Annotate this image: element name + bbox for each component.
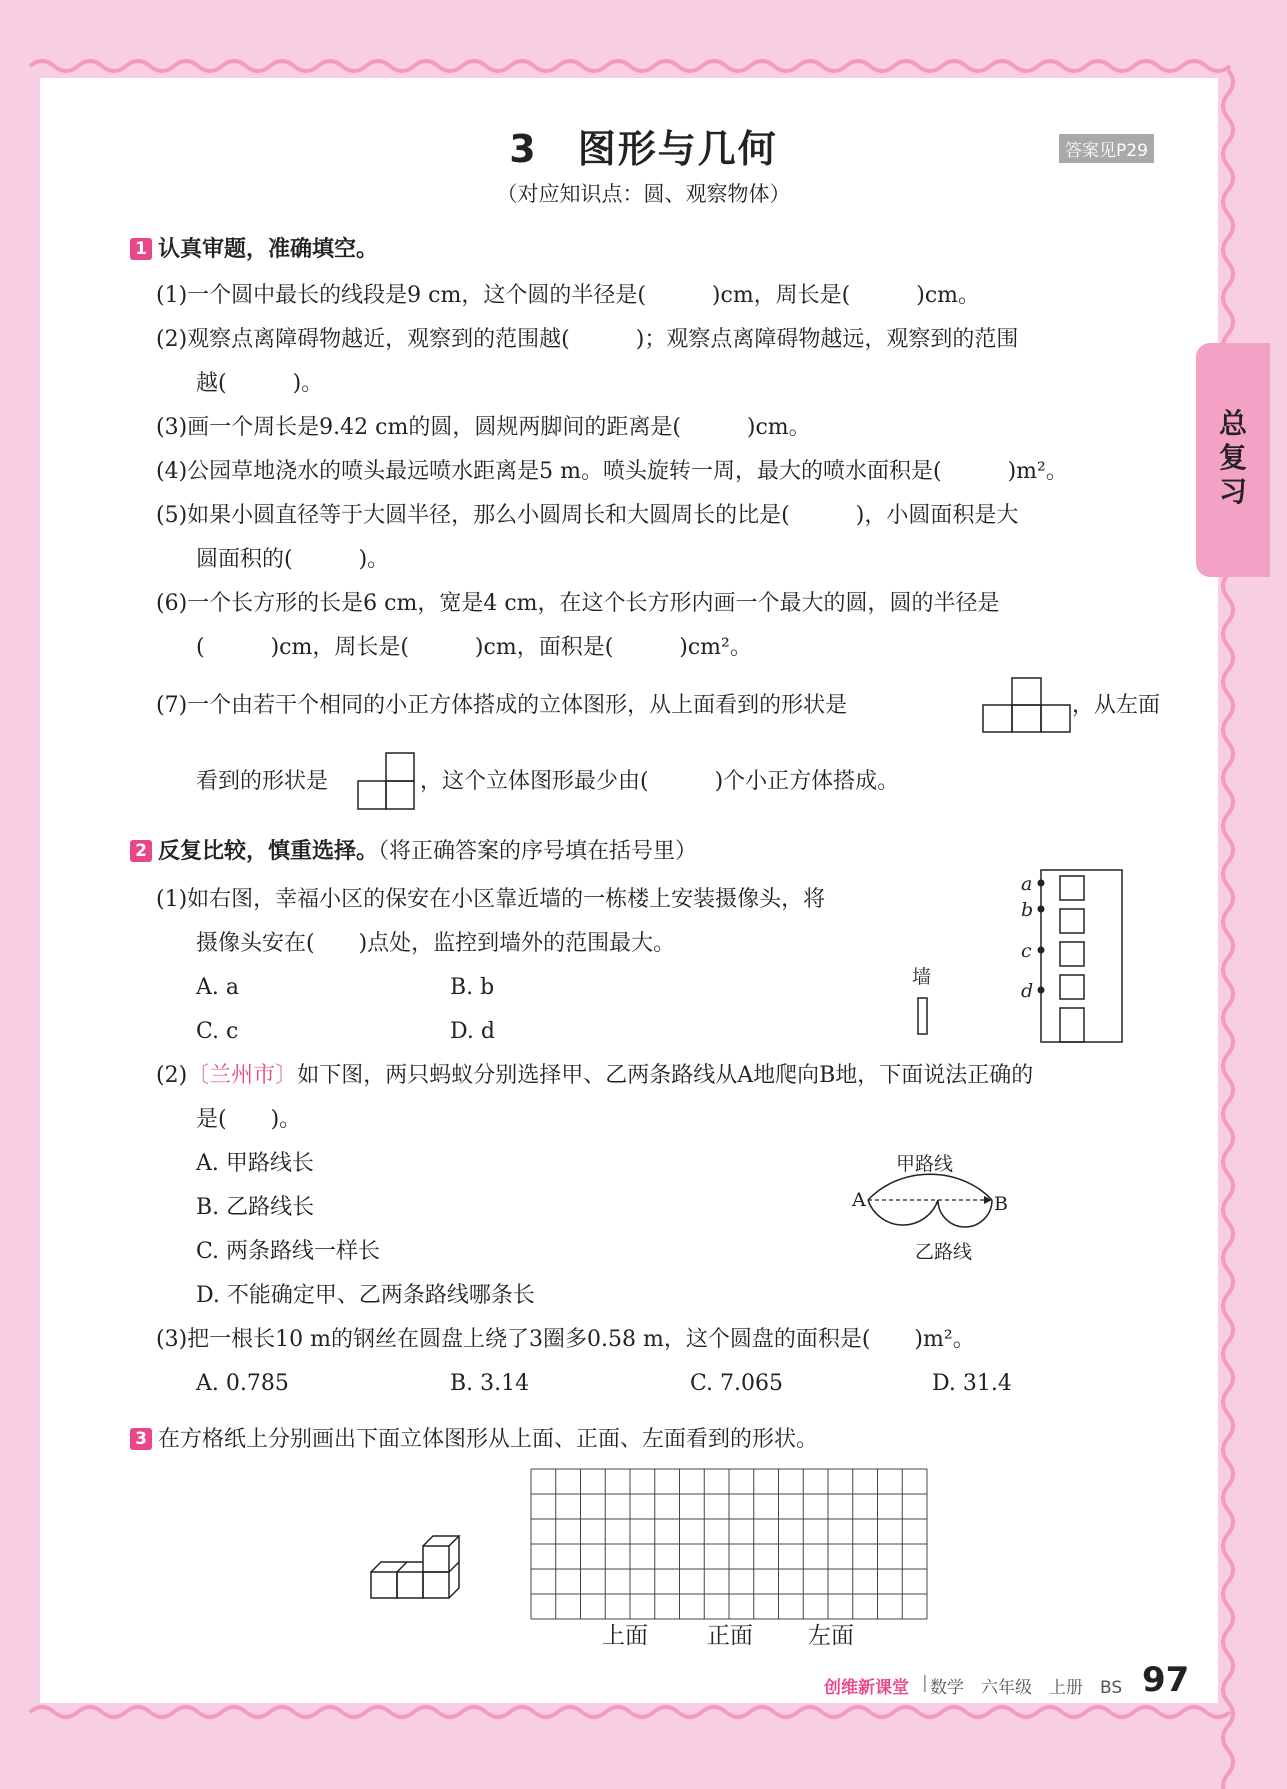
top-view-figure (982, 678, 1072, 734)
s2-q2-option-b: B. 乙路线长 (196, 1195, 315, 1220)
footer-brand: 创维新课堂 (824, 1678, 909, 1698)
s2-q2-line1 (156, 1062, 1033, 1090)
s2-q1-line2: 摄像头安在( )点处，监控到墙外的范围最大。 (196, 931, 676, 956)
footer-info: 数学 六年级 上册 BS (930, 1678, 1123, 1698)
s2-q3-option-d: D. 31.4 (932, 1371, 1012, 1396)
section-2-title: 反复比较，慎重选择。 (158, 839, 379, 864)
s2-q2-prefix: (2) (156, 1063, 188, 1088)
grid-label-top: 上面 (602, 1623, 648, 1649)
s1-q5-line2: 圆面积的( )。 (196, 547, 390, 572)
s1-q7-line2-end: ，这个立体图形最少由( )个小正方体搭成。 (420, 769, 900, 794)
section-2-note: （将正确答案的序号填在括号里） (378, 839, 698, 864)
s2-q2-option-a: A. 甲路线长 (196, 1151, 314, 1176)
section-2-number: 2 (130, 840, 152, 862)
s2-q3: (3)把一根长10 m的钢丝在圆盘上绕了3圈多0.58 m，这个圆盘的面积是( )m²。 (156, 1327, 975, 1352)
section-1-title: 认真审题，准确填空。 (158, 237, 379, 262)
page-subtitle: （对应知识点：圆、观察物体） (496, 182, 791, 206)
point-c-label: c (1021, 940, 1032, 962)
side-tab-label: 总复习 (1218, 407, 1247, 508)
cube-solid-figure (368, 1528, 478, 1604)
s2-q1-option-b: B. b (450, 975, 495, 1000)
section-3-heading (130, 1426, 818, 1454)
point-a-label: a (1021, 873, 1033, 895)
s1-q1: (1)一个圆中最长的线段是9 cm，这个圆的半径是( )cm，周长是( )cm。 (156, 283, 981, 308)
s1-q6-line1: (6)一个长方形的长是6 cm，宽是4 cm，在这个长方形内画一个最大的圆，圆的半径是 (156, 591, 1000, 616)
route-yi-label: 乙路线 (915, 1241, 973, 1263)
section-2-heading (130, 838, 697, 866)
point-B-label: B (994, 1193, 1008, 1215)
page-number: 97 (1142, 1660, 1190, 1700)
s2-q2-line2: 是( )。 (196, 1107, 302, 1132)
s2-q3-option-a: A. 0.785 (196, 1371, 289, 1396)
section-3-number: 3 (130, 1428, 152, 1450)
s2-q2-text: 如下图，两只蚂蚁分别选择甲、乙两条路线从A地爬向B地，下面说法正确的 (297, 1063, 1034, 1088)
s1-q7-line1: (7)一个由若干个相同的小正方体搭成的立体图形，从上面看到的形状是 (156, 693, 848, 718)
page-title: 3 图形与几何 (509, 127, 778, 171)
s1-q7-line1-end: ，从左面 (1072, 693, 1161, 718)
s1-q6-line2: ( )cm，周长是( )cm，面积是( )cm²。 (196, 635, 752, 660)
section-1-heading (130, 236, 378, 264)
s1-q2-line2: 越( )。 (196, 371, 324, 396)
answer-reference-badge: 答案见P29 (1059, 134, 1154, 163)
s2-q3-option-b: B. 3.14 (450, 1371, 530, 1396)
wall-label: 墙 (912, 966, 932, 988)
section-1-number: 1 (130, 238, 152, 260)
grid-label-left: 左面 (808, 1623, 854, 1649)
s1-q7-line2-start: 看到的形状是 (196, 769, 329, 794)
route-jia-label: 甲路线 (896, 1153, 954, 1175)
point-d-label: d (1021, 980, 1034, 1002)
s2-q1-option-d: D. d (450, 1019, 495, 1044)
s1-q3: (3)画一个周长是9.42 cm的圆，圆规两脚间的距离是( )cm。 (156, 415, 811, 440)
s2-q2-option-d: D. 不能确定甲、乙两条路线哪条长 (196, 1283, 535, 1308)
section-3-title: 在方格纸上分别画出下面立体图形从上面、正面、左面看到的形状。 (158, 1427, 819, 1452)
grid-paper[interactable] (530, 1468, 930, 1620)
region-tag: 〔兰州市〕 (187, 1063, 298, 1088)
s2-q1-option-a: A. a (196, 975, 239, 1000)
point-A-label: A (852, 1189, 866, 1211)
s2-q3-option-c: C. 7.065 (690, 1371, 784, 1396)
s2-q1-option-c: C. c (196, 1019, 239, 1044)
grid-label-front: 正面 (707, 1623, 753, 1649)
s1-q2-line1: (2)观察点离障碍物越近，观察到的范围越( )；观察点离障碍物越远，观察到的范围 (156, 327, 1019, 352)
point-b-label: b (1021, 899, 1034, 921)
s2-q1-line1: (1)如右图，幸福小区的保安在小区靠近墙的一栋楼上安装摄像头，将 (156, 887, 826, 912)
s1-q4: (4)公园草地浇水的喷头最远喷水距离是5 m。喷头旋转一周，最大的喷水面积是( )m²。 (156, 459, 1068, 484)
footer-divider: | (922, 1673, 928, 1693)
s2-q2-option-c: C. 两条路线一样长 (196, 1239, 381, 1264)
left-view-figure (357, 752, 417, 812)
side-tab (1196, 343, 1270, 577)
s1-q5-line1: (5)如果小圆直径等于大圆半径，那么小圆周长和大圆周长的比是( )，小圆面积是大 (156, 503, 1019, 528)
